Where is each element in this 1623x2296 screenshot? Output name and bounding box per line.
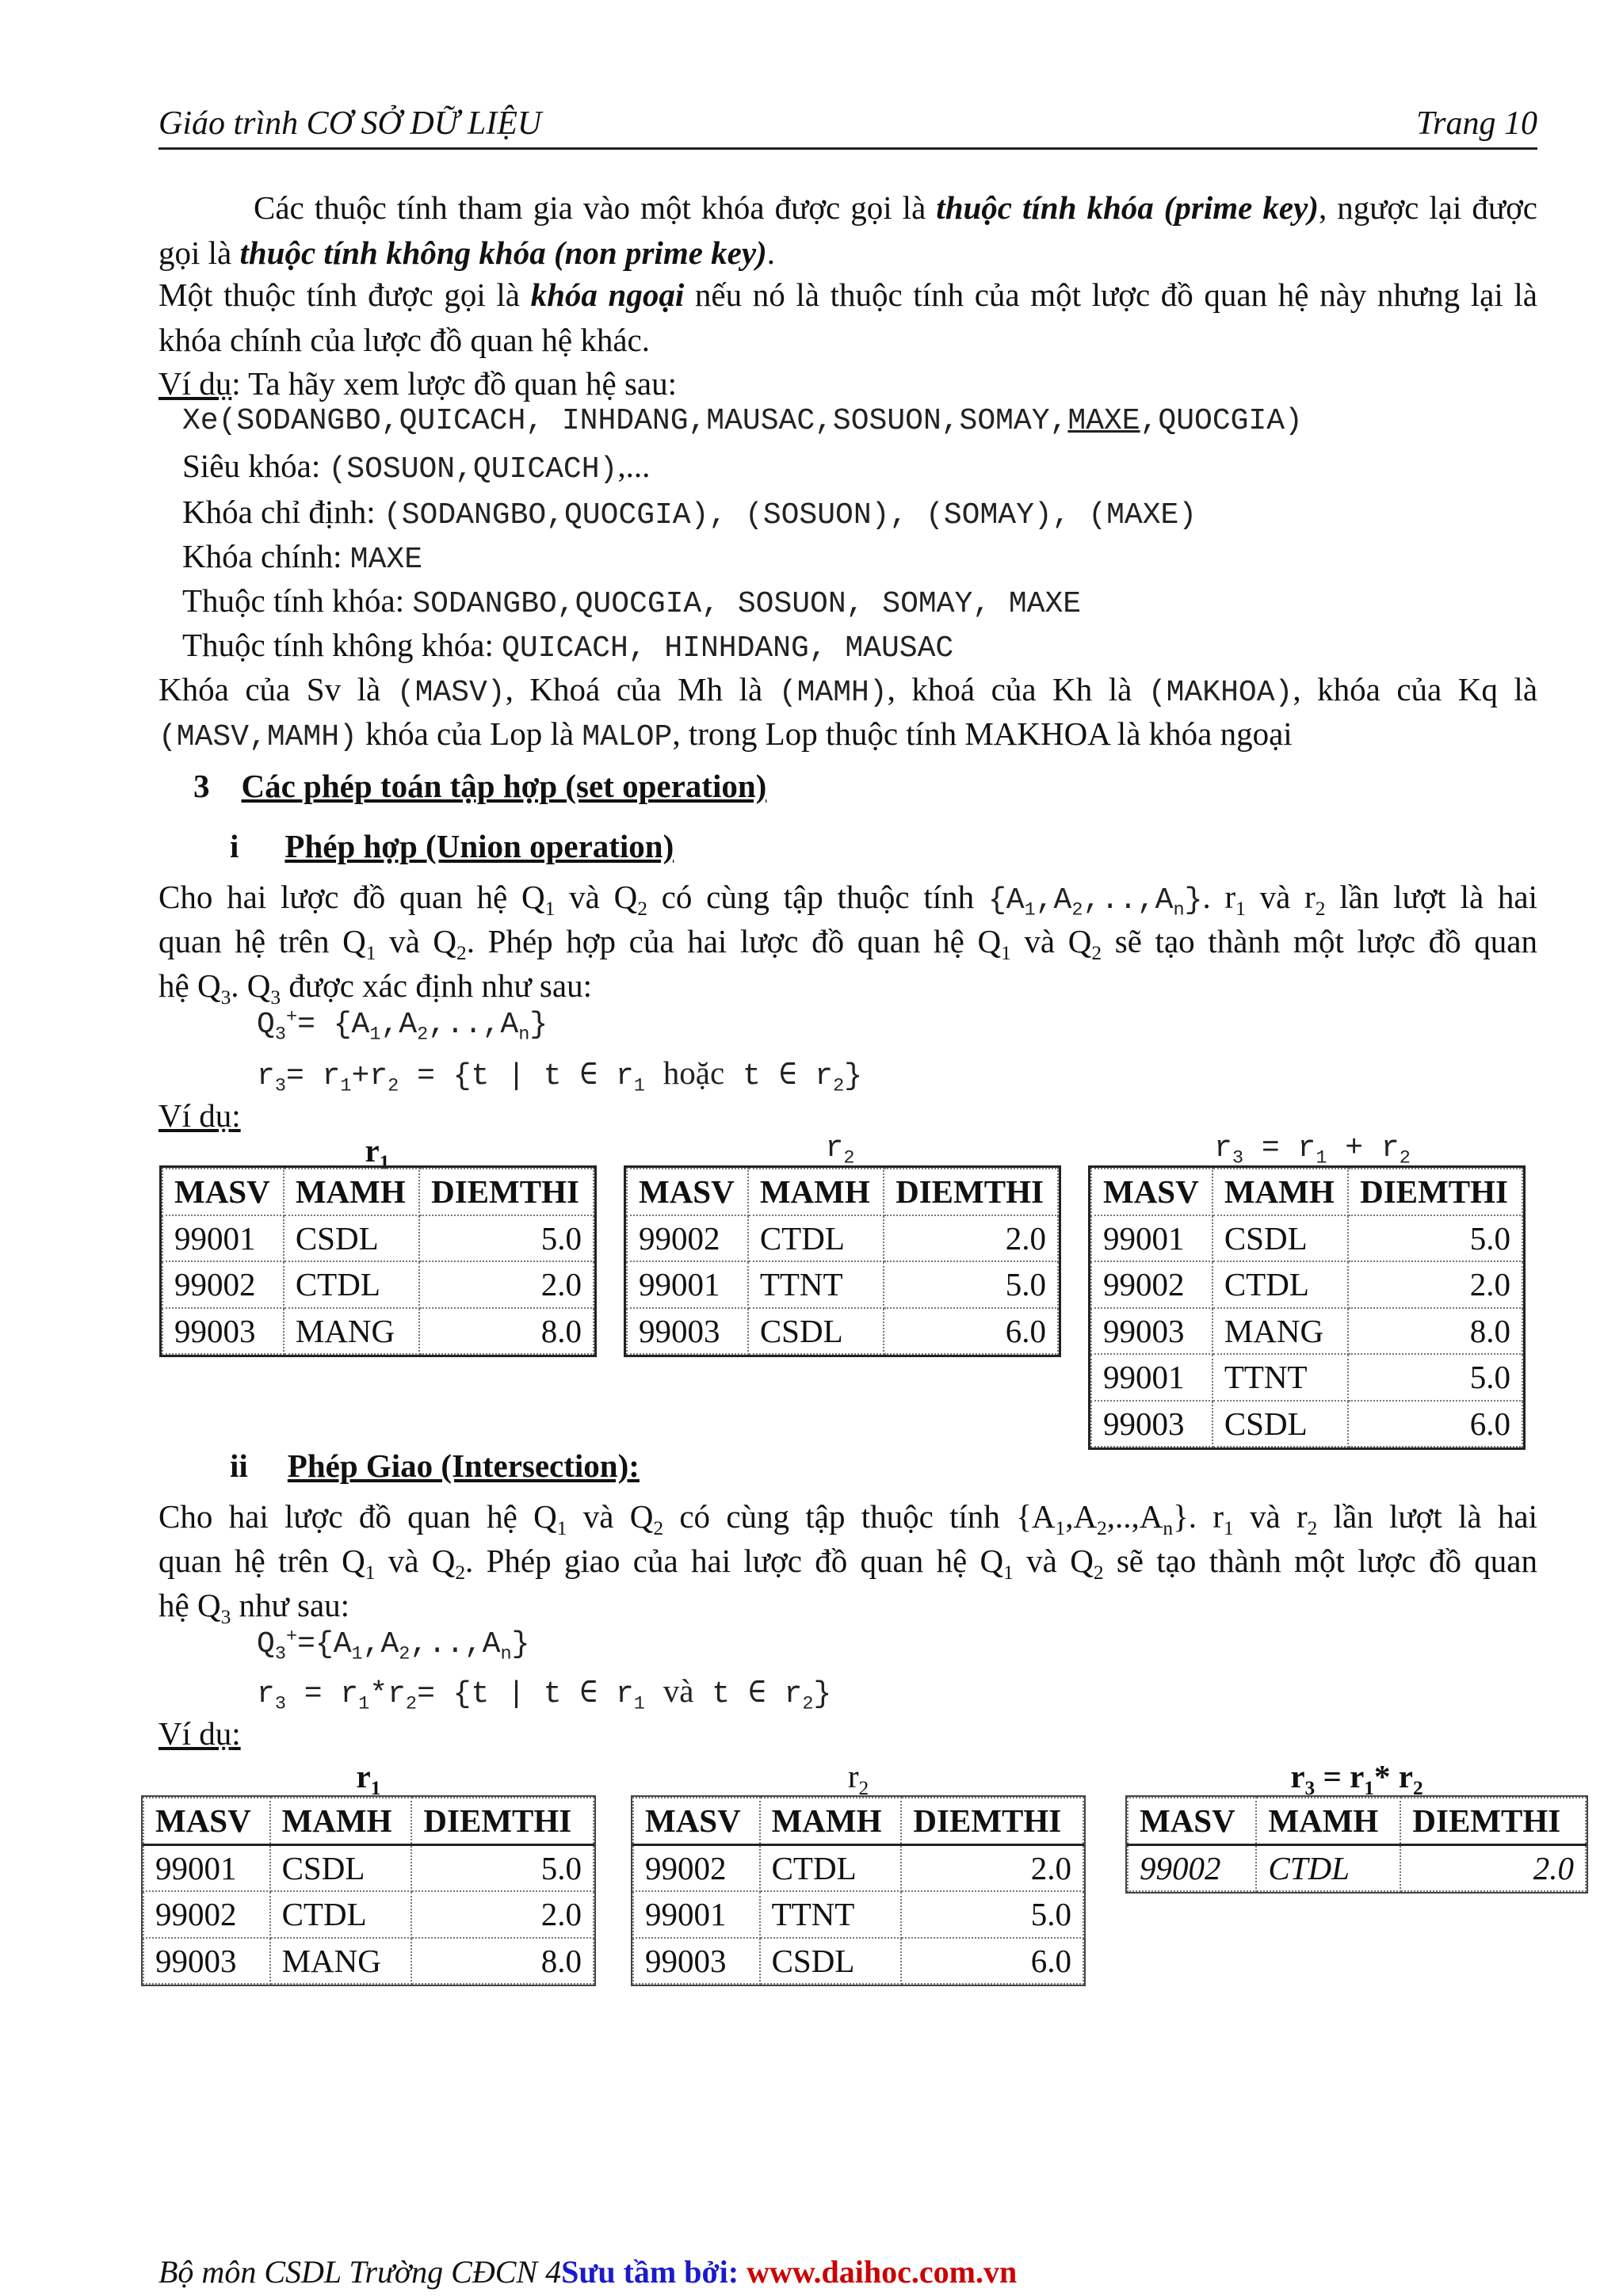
table-cell: 99002 xyxy=(1091,1261,1212,1308)
intersection-heading: ii Phép Giao (Intersection): xyxy=(230,1447,640,1484)
table-cell: 5.0 xyxy=(419,1215,594,1262)
column-header: DIEMTHI xyxy=(884,1169,1058,1215)
union-formula-1: $Q_3^+= \{A_1,A_2,..,A_n\}$ xyxy=(257,1006,548,1046)
union-text-1: Cho hai lược đồ quan hệ $Q_1$ và $Q_2$ có cùng tập thuộc tính $\{A_1,A_2,..,A_n\}$. $r_1$ và $r_2$ lần lượt là hai xyxy=(158,879,1538,921)
candidate-key-line: Khóa chỉ định: (SODANGBO,QUOCGIA), (SOSUON), (SOMAY), (MAXE) xyxy=(182,494,1197,532)
table-cell: 5.0 xyxy=(1348,1215,1522,1262)
table-cell: CTDL xyxy=(1212,1261,1348,1308)
table-cell: 6.0 xyxy=(901,1938,1083,1985)
inter-caption-r2: $r_2$ xyxy=(847,1758,869,1800)
keys-line-1: Khóa của Sv là (MASV), Khoá của Mh là (MAMH), khoá của Kh là (MAKHOA), khóa của Kq là xyxy=(158,671,1538,710)
table-row xyxy=(162,1215,594,1262)
table-row xyxy=(1091,1401,1522,1447)
table-cell: 2.0 xyxy=(411,1891,594,1938)
table-cell: 99001 xyxy=(633,1891,760,1938)
inter-table-r2 xyxy=(632,1797,1084,1985)
table-row xyxy=(143,1938,594,1985)
table-row xyxy=(1091,1215,1522,1262)
table-cell: 99003 xyxy=(1091,1401,1212,1447)
table-cell: MANG xyxy=(270,1938,412,1985)
table-cell: 99003 xyxy=(143,1938,270,1985)
table-cell: 2.0 xyxy=(1400,1844,1586,1891)
table-cell: MANG xyxy=(1212,1308,1348,1355)
table-cell: 99001 xyxy=(143,1844,270,1891)
header-title: Giáo trình CƠ SỞ DỮ LIỆU xyxy=(158,105,542,142)
page-header xyxy=(158,97,1537,150)
header-page-number: Trang 10 xyxy=(1416,105,1537,142)
table-row xyxy=(633,1938,1083,1985)
table-cell: CTDL xyxy=(270,1891,412,1938)
union-heading: i Phép hợp (Union operation) xyxy=(230,828,674,864)
table-row xyxy=(1091,1354,1522,1401)
table-cell: 5.0 xyxy=(884,1261,1058,1308)
table-cell: CTDL xyxy=(748,1215,884,1262)
table-cell: 2.0 xyxy=(419,1261,594,1308)
column-header: MASV xyxy=(162,1169,284,1215)
table-cell: MANG xyxy=(284,1308,419,1355)
column-header: MAMH xyxy=(748,1169,884,1215)
table-cell: 2.0 xyxy=(901,1844,1083,1891)
table-row xyxy=(143,1844,594,1891)
inter-table-r1 xyxy=(143,1797,594,1985)
table-row xyxy=(1091,1261,1522,1308)
table-cell: 99001 xyxy=(627,1261,748,1308)
table-cell: CTDL xyxy=(1256,1844,1400,1891)
table-cell: 6.0 xyxy=(884,1308,1058,1355)
column-header: DIEMTHI xyxy=(1400,1798,1586,1844)
inter-example-label: Ví dụ: xyxy=(158,1715,241,1752)
table-row xyxy=(162,1308,594,1355)
inter-text-2: quan hệ trên $Q_1$ và $Q_2$. Phép giao của hai lược đồ quan hệ $Q_1$ và $Q_2$ sẽ tạo thành một lược đồ quan xyxy=(158,1543,1538,1585)
table-cell: CSDL xyxy=(1212,1401,1348,1447)
example-intro: Ví dụ: Ta hãy xem lược đồ quan hệ sau: xyxy=(158,365,677,402)
inter-table-r3 xyxy=(1127,1797,1587,1892)
paragraph-prime-key: Các thuộc tính tham gia vào một khóa được gọi là thuộc tính khóa (prime key), ngược lại được gọi là thuộc tính không khóa (non prime key). xyxy=(158,189,1537,271)
column-header: MASV xyxy=(1091,1169,1212,1215)
paragraph-foreign-key: Một thuộc tính được gọi là khóa ngoại nếu nó là thuộc tính của một lược đồ quan hệ này nhưng lại là khóa chính của lược đồ quan hệ khác. xyxy=(158,277,1537,358)
table-cell: 5.0 xyxy=(1348,1354,1522,1401)
inter-caption-r3: $r_3 = r_1*$ $r_2$ xyxy=(1290,1758,1423,1800)
term-foreign-key: khóa ngoại xyxy=(530,277,685,313)
table-cell: TTNT xyxy=(760,1891,902,1938)
table-cell: CSDL xyxy=(284,1215,419,1262)
union-example-label: Ví dụ: xyxy=(158,1097,241,1134)
term-non-prime-key: thuộc tính không khóa (non prime key) xyxy=(239,234,767,271)
table-cell: CTDL xyxy=(284,1261,419,1308)
table-cell: 2.0 xyxy=(884,1215,1058,1262)
inter-caption-r1: $r_1$ xyxy=(356,1758,381,1800)
column-header: MASV xyxy=(633,1798,760,1844)
column-header: MAMH xyxy=(1256,1798,1400,1844)
table-cell: 99003 xyxy=(162,1308,284,1355)
table-cell: 99003 xyxy=(1091,1308,1212,1355)
table-row xyxy=(633,1891,1083,1938)
table-cell: TTNT xyxy=(748,1261,884,1308)
footer-link[interactable]: www.daihoc.com.vn xyxy=(747,2254,1018,2290)
column-header: MAMH xyxy=(760,1798,902,1844)
column-header: MAMH xyxy=(1212,1169,1348,1215)
union-caption-r1: $r_1$ xyxy=(365,1132,390,1174)
table-cell: 99002 xyxy=(1128,1844,1256,1891)
table-cell: 99001 xyxy=(1091,1215,1212,1262)
table-cell: 99002 xyxy=(143,1891,270,1938)
table-cell: 99001 xyxy=(162,1215,284,1262)
superkey-line: Siêu khóa: (SOSUON,QUICACH),... xyxy=(182,448,651,486)
table-cell: 99001 xyxy=(1091,1354,1212,1401)
schema-xe: Xe(SODANGBO,QUICACH, INHDANG,MAUSAC,SOSUON,SOMAY,MAXE,QUOCGIA) xyxy=(182,404,1303,438)
column-header: DIEMTHI xyxy=(1348,1169,1522,1215)
table-cell: 99002 xyxy=(627,1215,748,1262)
table-cell: 99003 xyxy=(627,1308,748,1355)
table-cell: 8.0 xyxy=(1348,1308,1522,1355)
primary-key-line: Khóa chính: MAXE xyxy=(182,538,423,577)
table-cell: 8.0 xyxy=(419,1308,594,1355)
union-table-r1 xyxy=(162,1168,594,1355)
inter-text-1: Cho hai lược đồ quan hệ $Q_1$ và $Q_2$ có cùng tập thuộc tính $\{A_1,A_2,..,A_n\}$. $r_1$ và $r_2$ lần lượt là hai xyxy=(158,1498,1537,1540)
column-header: MAMH xyxy=(284,1169,419,1215)
table-cell: 8.0 xyxy=(411,1938,594,1985)
column-header: MASV xyxy=(1128,1798,1256,1844)
union-table-r3 xyxy=(1090,1168,1523,1447)
column-header: MASV xyxy=(627,1169,748,1215)
column-header: DIEMTHI xyxy=(419,1169,594,1215)
table-cell: 99003 xyxy=(633,1938,760,1985)
table-row xyxy=(1091,1308,1522,1355)
inter-formula-2: $r_3 = r_1*r_2= \{t$ | t ∈ $r_1$ và t ∈ $r_2$} xyxy=(257,1672,832,1715)
table-row xyxy=(162,1261,594,1308)
table-cell: CSDL xyxy=(748,1308,884,1355)
union-caption-r2: $r_2$ xyxy=(825,1131,855,1169)
inter-text-3: hệ $Q_3$ như sau: xyxy=(158,1587,350,1629)
table-cell: TTNT xyxy=(1212,1354,1348,1401)
table-row xyxy=(627,1308,1058,1355)
table-cell: 99002 xyxy=(162,1261,284,1308)
table-cell: 5.0 xyxy=(411,1844,594,1891)
table-cell: 99002 xyxy=(633,1844,760,1891)
union-text-3: hệ $Q_3$. $Q_3$ được xác định như sau: xyxy=(158,967,592,1009)
term-prime-key: thuộc tính khóa (prime key) xyxy=(936,189,1319,226)
union-formula-2: $r_3= r_1+r_2 = \{t$ | t ∈ $r_1$ hoặc t ∈ $r_2$} xyxy=(257,1055,863,1097)
prime-attr-line: Thuộc tính khóa: SODANGBO,QUOCGIA, SOSUON, SOMAY, MAXE xyxy=(182,582,1082,621)
column-header: MAMH xyxy=(270,1798,412,1844)
union-caption-r3: $r_3 = r_1 + r_2$ xyxy=(1214,1131,1411,1169)
table-row xyxy=(1128,1844,1586,1891)
column-header: MASV xyxy=(143,1798,270,1844)
table-cell: CTDL xyxy=(760,1844,902,1891)
table-cell: CSDL xyxy=(1212,1215,1348,1262)
table-cell: 5.0 xyxy=(901,1891,1083,1938)
table-row xyxy=(633,1844,1083,1891)
table-cell: CSDL xyxy=(270,1844,412,1891)
union-table-r2 xyxy=(626,1168,1059,1355)
column-header: DIEMTHI xyxy=(411,1798,594,1844)
table-row xyxy=(627,1261,1058,1308)
table-cell: CSDL xyxy=(760,1938,902,1985)
nonprime-attr-line: Thuộc tính không khóa: QUICACH, HINHDANG, MAUSAC xyxy=(182,627,954,666)
column-header: DIEMTHI xyxy=(901,1798,1083,1844)
union-text-2: quan hệ trên $Q_1$ và $Q_2$. Phép hợp của hai lược đồ quan hệ $Q_1$ và $Q_2$ sẽ tạo thành một lược đồ quan xyxy=(158,923,1537,965)
inter-formula-1: $Q_3^+=\{A_1,A_2,..,A_n\}$ xyxy=(257,1626,530,1665)
table-cell: 2.0 xyxy=(1348,1261,1522,1308)
table-row xyxy=(143,1891,594,1938)
keys-line-2: (MASV,MAMH) khóa của Lop là MALOP, trong Lop thuộc tính MAKHOA là khóa ngoại xyxy=(158,715,1293,754)
section-3-heading: 3 Các phép toán tập hợp (set operation) xyxy=(193,768,767,804)
table-row xyxy=(627,1215,1058,1262)
page-footer: Bộ môn CSDL Trường CĐCN 4Sưu tầm bởi: www.daihoc.com.vn xyxy=(158,2254,1018,2290)
table-cell: 6.0 xyxy=(1348,1401,1522,1447)
